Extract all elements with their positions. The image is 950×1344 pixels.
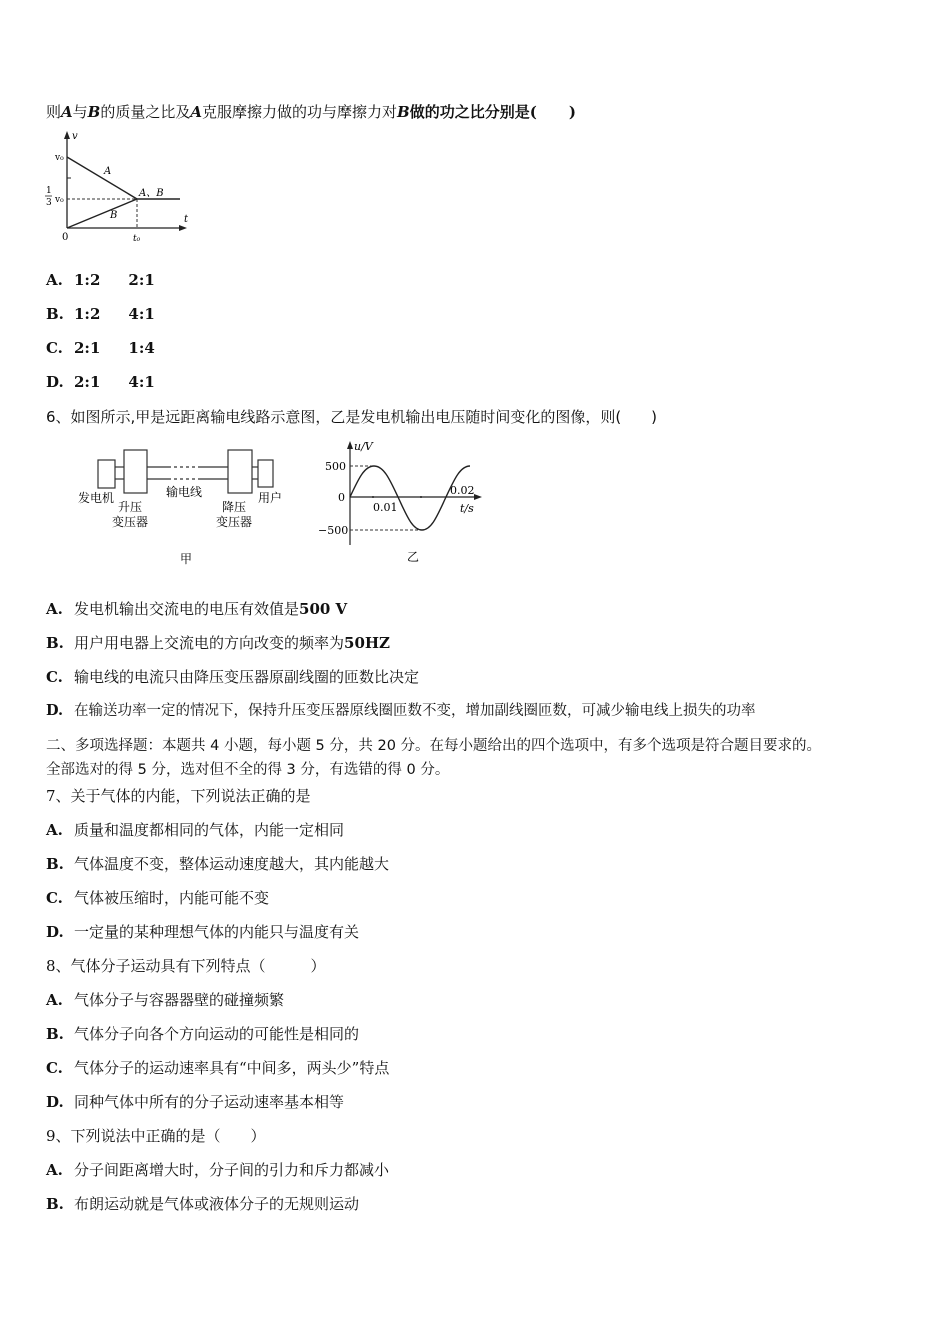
option-value-1: 1:2 (74, 271, 101, 289)
option-letter: D. (46, 702, 64, 719)
q6-option-c[interactable] (46, 667, 419, 687)
q7-option-b[interactable] (46, 854, 389, 874)
option-letter: D. (46, 923, 64, 941)
q8-option-a[interactable] (46, 990, 284, 1010)
x-tick-001: 0.01 (373, 501, 398, 514)
q7-option-a[interactable] (46, 820, 344, 840)
option-letter: A. (46, 271, 63, 289)
option-text: 输电线的电流只由降压变压器原副线圈的匝数比决定 (74, 668, 420, 686)
q5-option-a[interactable] (46, 270, 155, 290)
v0-label: v₀ (55, 153, 64, 163)
section-2-instructions (46, 734, 916, 782)
q6-voltage-graph (310, 435, 490, 570)
q5-stem-text: 的质量之比及 (100, 103, 191, 121)
figure-jia-caption: 甲 (180, 552, 193, 566)
third-num: 1 (46, 186, 52, 196)
u-axis-label: u/V (354, 440, 373, 453)
option-letter: D. (46, 1093, 64, 1111)
q5-option-c[interactable] (46, 338, 155, 358)
q5-stem-var: A (61, 103, 73, 121)
q5-stem-text: 则 (46, 103, 62, 121)
x-tick-002: 0.02 (450, 484, 475, 497)
option-letter: C. (46, 889, 63, 907)
option-text: 布朗运动就是气体或液体分子的无规则运动 (74, 1195, 360, 1213)
option-value-2: 4:1 (128, 373, 155, 391)
q6-option-a[interactable] (46, 599, 347, 619)
q5-stem-var: B (87, 103, 101, 121)
q6-option-b[interactable] (46, 633, 390, 653)
option-value-2: 4:1 (128, 305, 155, 323)
q6-stem (46, 407, 657, 427)
line-b-label: B (110, 210, 118, 221)
line-a-label: A (104, 166, 112, 177)
q6-stem-text: 6、如图所示,甲是远距离输电线路示意图，乙是发电机输出电压随时间变化的图像，则( (46, 408, 622, 426)
meet-label: A、B (139, 188, 164, 199)
q5-vt-graph (40, 128, 200, 246)
option-text: 分子间距离增大时，分子间的引力和斥力都减小 (74, 1161, 390, 1179)
option-letter: A. (46, 991, 63, 1009)
generator-label: 发电机 (78, 491, 115, 505)
option-letter: C. (46, 339, 63, 357)
t-axis-label: t/s (460, 502, 474, 515)
option-text: 质量和温度都相同的气体，内能一定相同 (74, 821, 345, 839)
y-zero-label: 0 (338, 491, 345, 504)
option-text: 在输送功率一定的情况下，保持升压变压器原线圈匝数不变，增加副线圈匝数，可减少输电线上损失的功率 (74, 703, 756, 719)
third-v0: v₀ (55, 195, 64, 205)
v-axis-label: v (72, 131, 78, 142)
step-up-label-1: 升压 (118, 500, 143, 514)
option-text: 用户用电器上交流电的方向改变的频率为 (74, 634, 345, 652)
q7-stem: 7、关于气体的内能，下列说法正确的是 (46, 787, 311, 805)
y-min-label: −500 (318, 524, 349, 537)
q6-stem-close: ) (651, 408, 658, 426)
q5-stem-text: 做的功之比分别是( (409, 103, 537, 121)
option-text: 气体分子的运动速率具有“中间多，两头少”特点 (74, 1059, 390, 1077)
option-letter: D. (46, 373, 64, 391)
step-down-label-2: 变压器 (216, 515, 253, 529)
q9-stem: 9、下列说法中正确的是（ ） (46, 1127, 266, 1145)
q9-option-a[interactable] (46, 1160, 389, 1180)
q8-stem: 8、气体分子运动具有下列特点（ ） (46, 957, 326, 975)
option-value-2: 2:1 (128, 271, 155, 289)
q5-stem-var: A (190, 103, 203, 121)
option-letter: B. (46, 305, 64, 323)
section-2-line-2: 全部选对的得 5 分，选对但不全的得 3 分，有选错的得 0 分。 (46, 762, 450, 778)
option-letter: A. (46, 600, 63, 618)
q8-option-c[interactable] (46, 1058, 389, 1078)
figure-yi-caption: 乙 (407, 550, 420, 564)
section-2-line-1: 二、多项选择题：本题共 4 小题，每小题 5 分，共 20 分。在每小题给出的四个选项中，有多个选项是符合题目要求的。 (46, 738, 822, 754)
option-letter: B. (46, 855, 64, 873)
third-den: 3 (46, 198, 52, 208)
q8-option-b[interactable] (46, 1024, 359, 1044)
option-text: 同种气体中所有的分子运动速率基本相等 (74, 1093, 345, 1111)
option-value-1: 2:1 (74, 339, 101, 357)
q5-option-b[interactable] (46, 304, 155, 324)
q5-option-d[interactable] (46, 372, 155, 392)
transmission-line-label: 输电线 (166, 485, 203, 499)
option-letter: C. (46, 1059, 63, 1077)
q5-stem-text: 与 (72, 103, 88, 121)
q5-stem (46, 102, 576, 122)
option-value: 500 V (299, 600, 348, 618)
q7-option-d[interactable] (46, 922, 359, 942)
option-letter: C. (46, 668, 63, 686)
option-value-1: 1:2 (74, 305, 101, 323)
t-axis-label: t (184, 214, 189, 225)
step-up-label-2: 变压器 (112, 515, 149, 529)
option-text: 气体分子与容器器壁的碰撞频繁 (74, 991, 285, 1009)
option-text: 发电机输出交流电的电压有效值是 (74, 600, 300, 618)
option-value-1: 2:1 (74, 373, 101, 391)
option-letter: A. (46, 1161, 63, 1179)
option-text: 气体被压缩时，内能可能不变 (74, 889, 270, 907)
q5-stem-close: ) (568, 103, 576, 121)
option-value-2: 1:4 (128, 339, 155, 357)
option-text: 气体分子向各个方向运动的可能性是相同的 (74, 1025, 360, 1043)
user-label: 用户 (258, 491, 283, 505)
option-value: 50HZ (344, 634, 391, 652)
q7-option-c[interactable] (46, 888, 269, 908)
option-letter: B. (46, 1195, 64, 1213)
option-text: 一定量的某种理想气体的内能只与温度有关 (74, 923, 360, 941)
q5-stem-text: 克服摩擦力做的功与摩擦力对 (202, 103, 398, 121)
q6-transmission-diagram (70, 440, 300, 570)
t0-label: t₀ (133, 234, 141, 244)
q6-option-d[interactable] (46, 701, 756, 721)
option-letter: B. (46, 634, 64, 652)
option-letter: A. (46, 821, 63, 839)
q8-option-d[interactable] (46, 1092, 344, 1112)
q5-stem-var: B (397, 103, 410, 121)
q9-option-b[interactable] (46, 1194, 359, 1214)
origin-label: 0 (62, 232, 69, 243)
step-down-label-1: 降压 (222, 500, 247, 514)
y-max-label: 500 (325, 460, 346, 473)
option-letter: B. (46, 1025, 64, 1043)
option-text: 气体温度不变，整体运动速度越大，其内能越大 (74, 855, 390, 873)
